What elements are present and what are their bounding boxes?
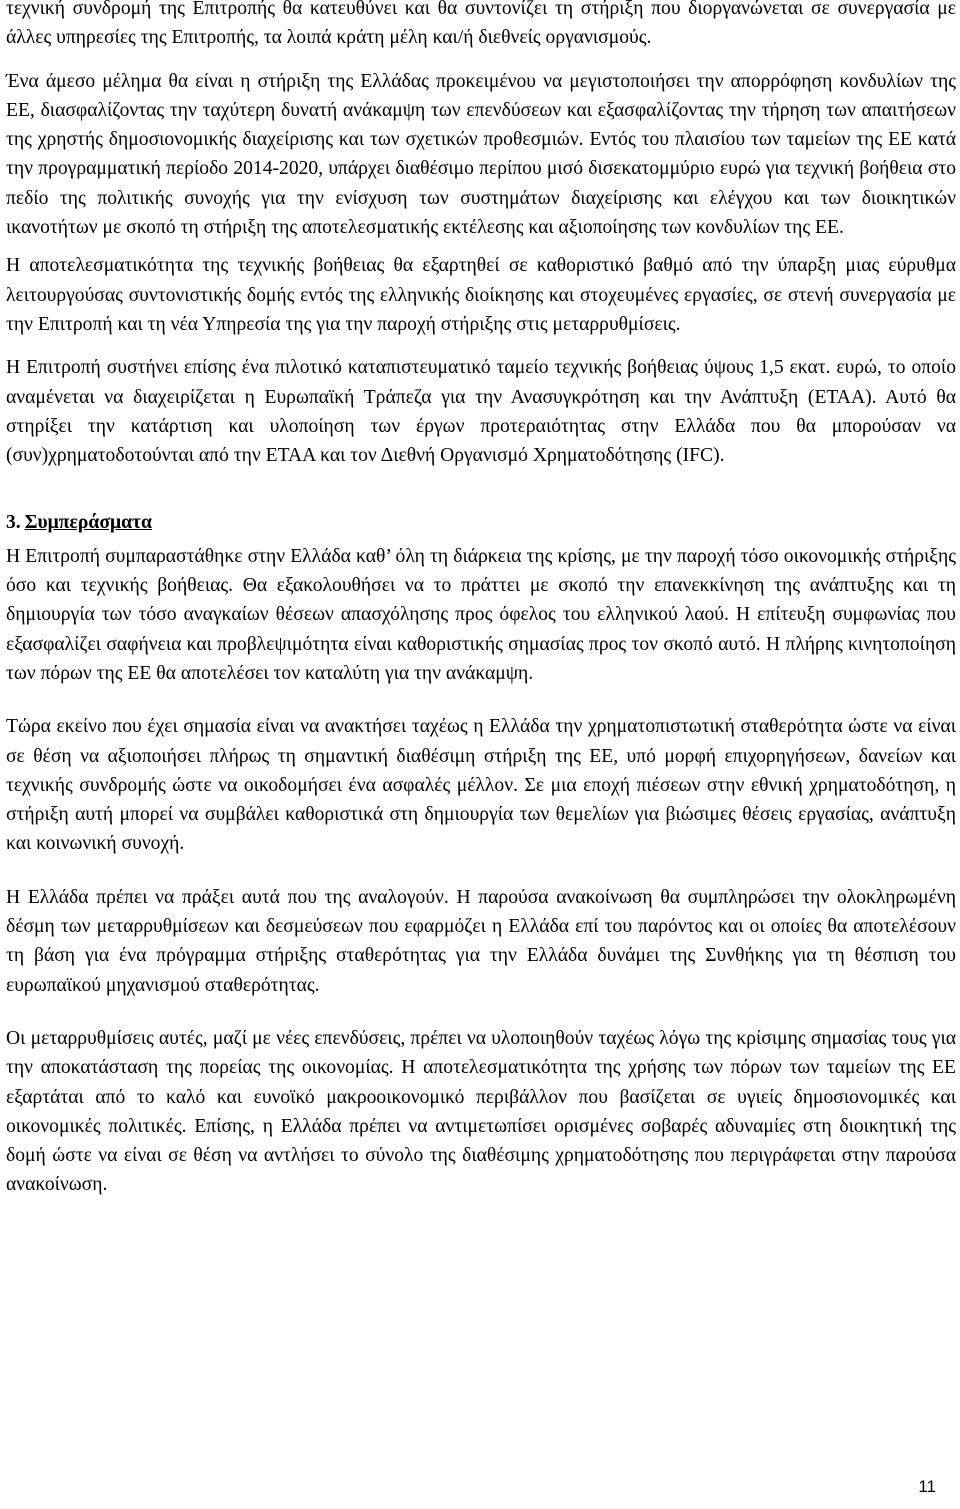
body-paragraph: Οι μεταρρυθμίσεις αυτές, μαζί με νέες επενδύσεις, πρέπει να υλοποιηθούν ταχέως λόγω της κρίσιμης σημασίας τους για την αποκατάσταση της πορείας της οικονομίας. Η αποτελεσματικότητα της χρήσης των πόρων των ταμείων της ΕΕ εξαρτάται από το καλό και ευνοϊκό μακροοικονομικό περιβάλλον που βασίζεται σε υγιείς δημοσιονομικές και οικονομικές πολιτικές. Επίσης, η Ελλάδα πρέπει να αντιμετωπίσει ορισμένες σοβαρές αδυναμίες στη διοικητική της δομή ώστε να είναι σε θέση να αντλήσει το σύνολο της διαθέσιμης χρηματοδότησης που περιγράφεται στην παρούσα ανακοίνωση. [6, 1027, 956, 1196]
document-page [6, 0, 956, 1200]
body-paragraph: Ένα άμεσο μέλημα θα είναι η στήριξη της Ελλάδας προκειμένου να μεγιστοποιήσει την απορρόφηση κονδυλίων της ΕΕ, διασφαλίζοντας την ταχύτερη δυνατή ανάκαμψη των επενδύσεων και εξασφαλίζοντας την τήρηση των απαιτήσεων της χρηστής δημοσιονομικής διαχείρισης και των σχετικών προθεσμιών. Εντός του πλαισίου των ταμείων της ΕΕ κατά την προγραμματική περίοδο 2014-2020, υπάρχει διαθέσιμο περίπου μισό δισεκατομμύριο ευρώ για τεχνική βοήθεια στο πεδίο της πολιτικής συνοχής για την ενίσχυση των συστημάτων διαχείρισης και ελέγχου και των διοικητικών ικανοτήτων με σκοπό τη στήριξη της αποτελεσματικής εκτέλεσης και αξιοποίησης των κονδυλίων της ΕΕ. [6, 70, 956, 239]
body-paragraph: Η Επιτροπή συστήνει επίσης ένα πιλοτικό καταπιστευματικό ταμείο τεχνικής βοήθειας ύψους 1,5 εκατ. ευρώ, το οποίο αναμένεται να διαχειρίζεται η Ευρωπαϊκή Τράπεζα για την Ανασυγκρότηση και την Ανάπτυξη (ΕΤΑΑ). Αυτό θα στηρίξει την κατάρτιση και υλοποίηση των έργων προτεραιότητας στην Ελλάδα που θα μπορούσαν να (συν)χρηματοδοτούνται από την ΕΤΑΑ και τον Διεθνή Οργανισμό Χρηματοδότησης (IFC). [6, 357, 956, 467]
body-paragraph: Η Ελλάδα πρέπει να πράξει αυτά που της αναλογούν. Η παρούσα ανακοίνωση θα συμπληρώσει την ολοκληρωμένη δέσμη των μεταρρυθμίσεων και δεσμεύσεων που εφαρμόζει η Ελλάδα επί του παρόντος και οι οποίες θα αποτελέσουν τη βάση για ένα πρόγραμμα στήριξης σταθερότητας για την Ελλάδα δυνάμει της Συνθήκης για τη θέσπιση του ευρωπαϊκού μηχανισμού σταθερότητας. [6, 886, 956, 996]
section-heading [6, 508, 956, 537]
section-number: 3. [6, 512, 21, 534]
body-paragraph: τεχνική συνδρομή της Επιτροπής θα κατευθύνει και θα συντονίζει τη στήριξη που διοργανώνεται σε συνεργασία με άλλες υπηρεσίες της Επιτροπής, τα λοιπά κράτη μέλη και/ή διεθνείς οργανισμούς. [6, 0, 956, 49]
section-title: Συμπεράσματα [24, 512, 152, 534]
page-number: 11 [918, 1477, 936, 1496]
body-paragraph: Η αποτελεσματικότητα της τεχνικής βοήθειας θα εξαρτηθεί σε καθοριστικό βαθμό από την ύπαρξη μιας εύρυθμα λειτουργούσας συντονιστικής δομής εντός της ελληνικής διοίκησης και στοχευμένες εργασίες, σε στενή συνεργασία με την Επιτροπή και τη νέα Υπηρεσία της για την παροχή στήριξης στις μεταρρυθμίσεις. [6, 255, 956, 335]
body-paragraph: Η Επιτροπή συμπαραστάθηκε στην Ελλάδα καθ’ όλη τη διάρκεια της κρίσης, με την παροχή τόσο οικονομικής στήριξης όσο και τεχνικής βοήθειας. Θα εξακολουθήσει να το πράττει με σκοπό την επανεκκίνηση της ανάπτυξης και τη δημιουργία των τόσο αναγκαίων θέσεων απασχόλησης προς όφελος του ελληνικού λαού. Η επίτευξη συμφωνίας που εξασφαλίζει σαφήνεια και προβλεψιμότητα είναι καθοριστικής σημασίας προς τον σκοπό αυτό. Η πλήρης κινητοποίηση των πόρων της ΕΕ θα αποτελέσει τον καταλύτη για την ανάκαμψη. [6, 545, 956, 684]
body-paragraph: Τώρα εκείνο που έχει σημασία είναι να ανακτήσει ταχέως η Ελλάδα την χρηματοπιστωτική σταθερότητα ώστε να είναι σε θέση να αξιοποιήσει πλήρως τη σημαντική διαθέσιμη στήριξη της ΕΕ, υπό μορφή επιχορηγήσεων, δανείων και τεχνικής συνδρομής ώστε να οικοδομήσει ένα ασφαλές μέλλον. Σε μια εποχή πιέσεων στην εθνική χρηματοδότηση, η στήριξη αυτή μπορεί να συμβάλει καθοριστικά στη δημιουργία των θεμελίων για βιώσιμες θέσεις εργασίας, ανάπτυξη και κοινωνική συνοχή. [6, 716, 956, 855]
